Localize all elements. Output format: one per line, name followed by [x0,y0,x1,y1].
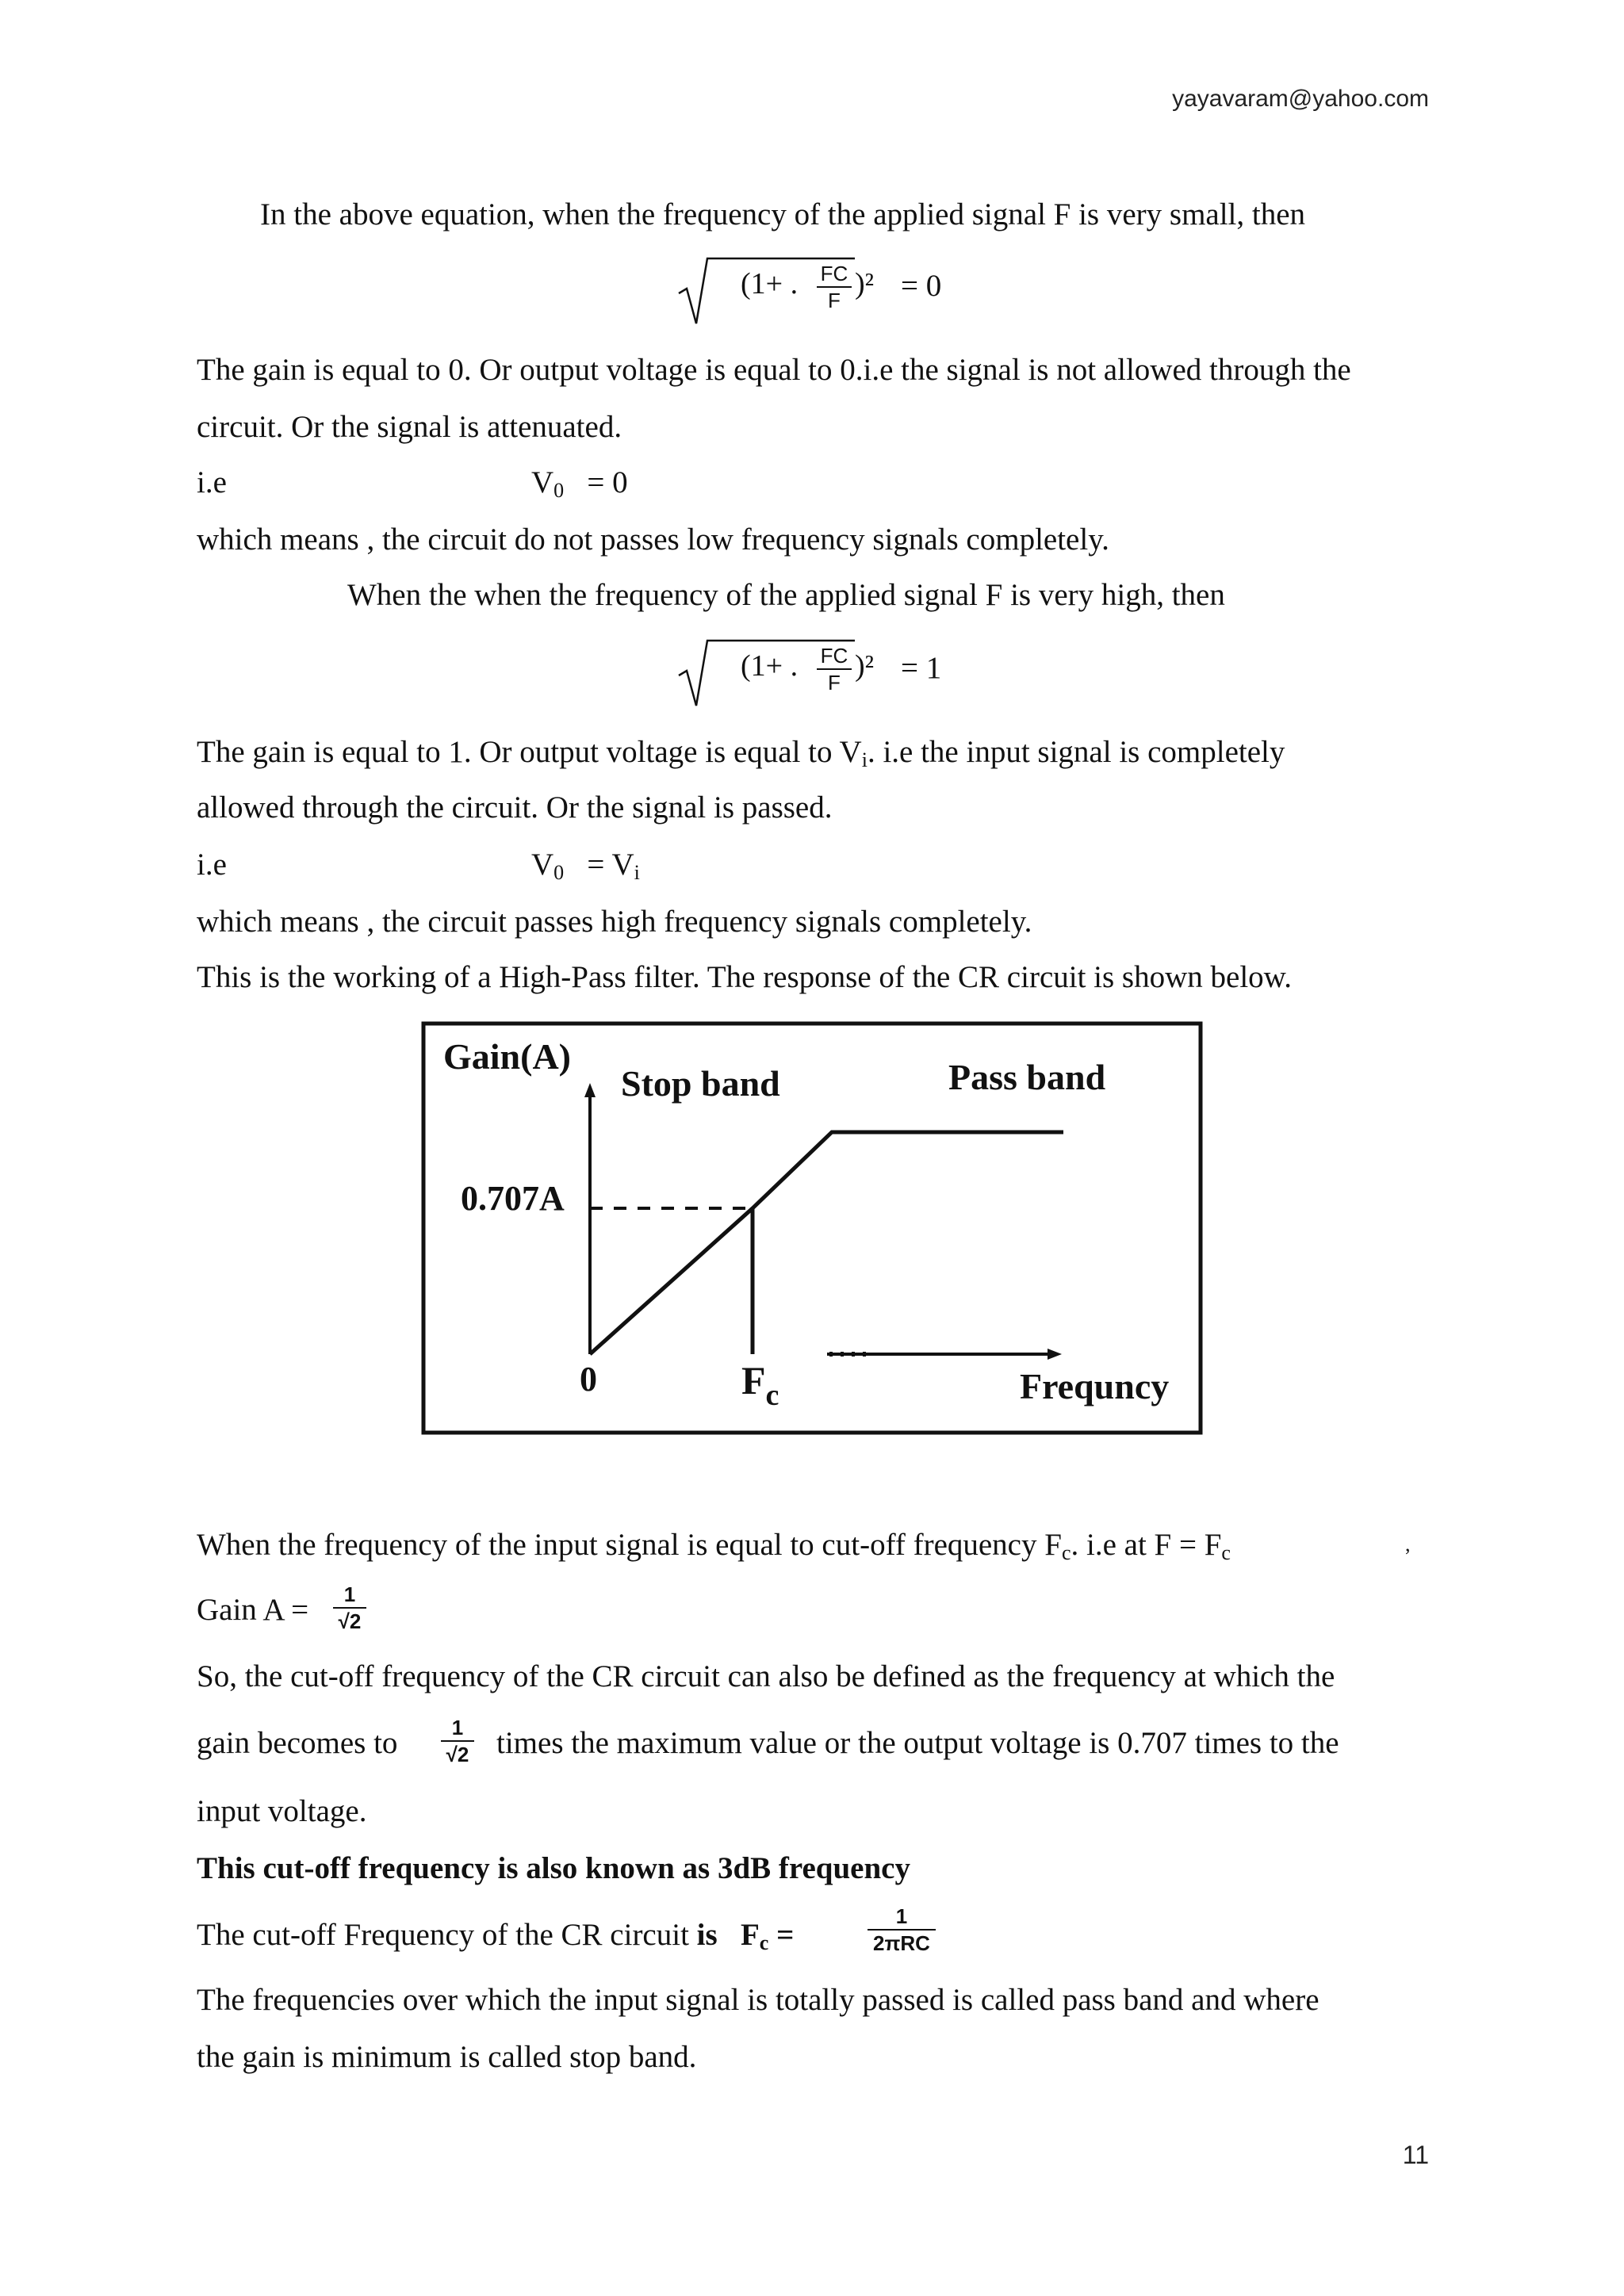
equation-fraction: FC F [817,644,852,695]
output-voltage-zero: $V_0$ = 0 [531,465,628,502]
pass-band-label: Pass band [948,1057,1106,1097]
paragraph-low-freq-blocked: which means , the circuit do not passes low frequency signals completely. [197,522,1109,557]
equation-rhs: = 0 [901,269,942,303]
paragraph-cutoff-definition: So, the cut-off frequency of the CR circuit can also be defined as the frequency at which the [197,1659,1335,1693]
paragraph-intro-high-freq: When the when the frequency of the applied signal F is very high, then [347,578,1225,612]
high-pass-response-figure [421,1021,1203,1435]
equation-lhs: (1+ . [741,649,799,683]
origin-label: 0 [580,1360,597,1399]
paragraph-cutoff-condition: When the frequency of the input signal is equal to cut-off frequency $F_c$. i.e at $F = F_c$ [197,1528,1231,1564]
ie-label-1: i.e [197,465,227,499]
output-voltage-equals-input: $V_0$ = $V_i$ [531,848,640,884]
page-number: 11 [1402,2141,1429,2169]
paragraph-3db-note: This cut-off frequency is also known as 3dB frequency [197,1851,910,1885]
x-axis-label: Frequncy [1020,1366,1170,1406]
paragraph-gain-zero-a: The gain is equal to 0. Or output voltage is equal to 0.i.e the signal is not allowed through the [197,353,1351,387]
cutoff-label: $F_c$ [741,1358,779,1412]
paragraph-intro-low-freq: In the above equation, when the frequency of the applied signal F is very small, then [260,197,1306,232]
header-email: yayavaram@yahoo.com [1172,86,1429,112]
paragraph-high-pass-summary: This is the working of a High-Pass filter. The response of the CR circuit is shown below. [197,960,1293,994]
gain-becomes-fraction: 1 √2 [441,1716,474,1766]
equation-exponent: )² [855,649,875,683]
paragraph-high-freq-passed: which means , the circuit passes high frequency signals completely. [197,905,1032,939]
gain-equation-label: Gain A = [197,1593,309,1627]
equation-exponent: )² [855,267,875,300]
y-axis-arrowhead [584,1083,596,1097]
equation-high-freq [676,637,1009,701]
paragraph-gain-zero-b: circuit. Or the signal is attenuated. [197,410,622,444]
stop-band-label: Stop band [621,1063,780,1104]
paragraph-bands-definition-b: the gain is minimum is called stop band. [197,2040,697,2074]
cutoff-formula-fraction: 1 2πRC [868,1904,936,1955]
equation-fraction: FC F [817,262,852,312]
y-axis-label: Gain(A) [443,1036,571,1077]
level-label: 0.707A [461,1179,565,1218]
gain-fraction: 1 √2 [333,1582,366,1633]
paragraph-cutoff-formula: The cut-off Frequency of the CR circuit is $F_c$ = [197,1918,795,1954]
response-curve [590,1132,1063,1354]
equation-rhs: = 1 [901,651,942,685]
paragraph-gain-becomes-post: times the maximum value or the output voltage is 0.707 times to the [496,1726,1339,1760]
ie-label-2: i.e [197,848,227,882]
paragraph-gain-becomes-pre: gain becomes to [197,1726,398,1760]
x-axis-arrowhead [1048,1349,1062,1360]
paragraph-gain-one-b: allowed through the circuit. Or the signal is passed. [197,790,833,825]
paragraph-input-voltage: input voltage. [197,1794,367,1828]
paragraph-gain-one-a: The gain is equal to 1. Or output voltage is equal to $V_i$. i.e the input signal is completely [197,735,1285,771]
equation-low-freq [676,255,1009,319]
equation-lhs: (1+ . [741,267,799,300]
stray-comma: , [1405,1533,1411,1556]
paragraph-bands-definition-a: The frequencies over which the input signal is totally passed is called pass band and where [197,1983,1320,2017]
